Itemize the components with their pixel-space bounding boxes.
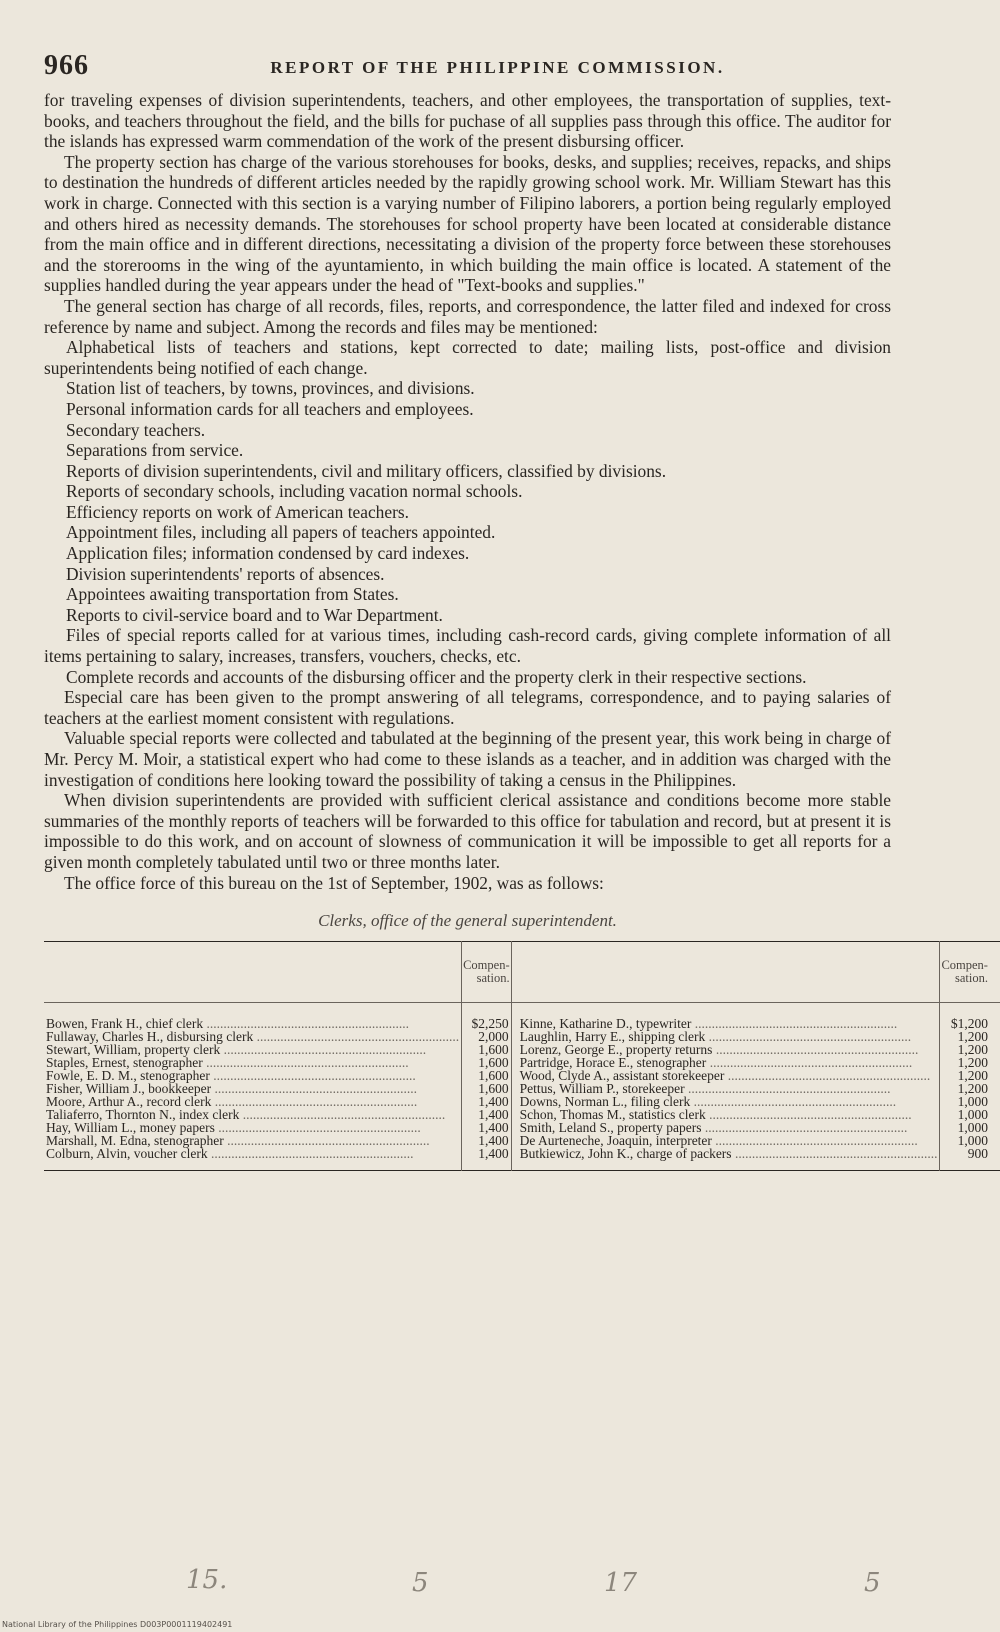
clerk-name: Fisher, William J., bookkeeper ............................................................ (46, 1081, 418, 1097)
clerk-name: De Aurteneche, Joaquin, interpreter ............................................................ (519, 1133, 918, 1149)
dot-leader: ............................................................ (239, 1107, 446, 1123)
dot-leader: ............................................................ (220, 1042, 427, 1058)
list-item: Appointment files, including all papers of teachers appointed. (66, 522, 496, 543)
list-item: Station list of teachers, by towns, provinces, and divisions. (66, 378, 475, 399)
clerk-compensation: 2,000 (462, 1030, 512, 1043)
clerk-name: Stewart, William, property clerk ............................................................ (46, 1042, 427, 1058)
list-item: Alphabetical lists of teachers and stations, kept corrected to date; mailing lists, post-office and division superintendents being notified of each change. (44, 337, 891, 378)
list-item: Reports to civil-service board and to War Department. (66, 604, 443, 625)
paragraph: for traveling expenses of division superintendents, teachers, and other employees, the transportation of supplies, text-books, and teachers throughout the field, and the bills for puchase of all supplies pass through this office. The auditor for the islands has expressed warm commendation of the work of the present disbursing officer. (44, 90, 891, 152)
clerk-name: Hay, William L., money papers ............................................................ (46, 1120, 421, 1136)
dot-leader: ............................................................ (211, 1094, 418, 1110)
records-list (44, 337, 891, 687)
table-header-row (44, 942, 1000, 1003)
running-title: REPORT OF THE PHILIPPINE COMMISSION. (270, 58, 725, 77)
clerk-name: Butkiewicz, John K., charge of packers ............................................................ (519, 1146, 938, 1162)
dot-leader: ............................................................ (711, 1133, 918, 1149)
page-header (44, 50, 891, 84)
handwritten-mark: 15. (186, 1565, 228, 1595)
list-item: Separations from service. (66, 440, 244, 461)
list-item: Reports of division superintendents, civil and military officers, classified by divisions. (66, 460, 667, 481)
clerk-compensation: 1,200 (940, 1082, 1000, 1095)
clerk-name: Fullaway, Charles H., disbursing clerk ............................................................ (46, 1029, 460, 1045)
dot-leader: ............................................................ (202, 1055, 409, 1071)
list-item: Application files; information condensed by card indexes. (66, 543, 470, 564)
clerk-compensation: $2,250 (462, 1003, 512, 1031)
clerk-compensation: 1,600 (462, 1043, 512, 1056)
list-item: Reports of secondary schools, including vacation normal schools. (66, 481, 523, 502)
clerk-name: Marshall, M. Edna, stenographer ............................................................ (46, 1133, 430, 1149)
dot-leader: ............................................................ (223, 1133, 430, 1149)
dot-leader: ............................................................ (209, 1068, 416, 1084)
dot-leader: ............................................................ (211, 1081, 418, 1097)
paragraph: The office force of this bureau on the 1st of September, 1902, was as follows: (64, 872, 604, 893)
paragraph: Especial care has been given to the prompt answering of all telegrams, correspondence, and to paying salaries of teachers at the earliest moment consistent with regulations. (44, 687, 891, 728)
clerk-compensation: 1,000 (940, 1095, 1000, 1108)
clerk-name: Downs, Norman L., filing clerk ............................................................ (519, 1094, 897, 1110)
clerk-name: Partridge, Horace E., stenographer ............................................................ (519, 1055, 913, 1071)
name-column-header (44, 942, 462, 1003)
clerk-compensation: 1,000 (940, 1108, 1000, 1121)
list-item: Appointees awaiting transportation from States. (66, 584, 399, 605)
table-body (44, 1003, 1000, 1171)
clerk-name: Taliaferro, Thornton N., index clerk ............................................................ (46, 1107, 446, 1123)
list-item: Personal information cards for all teachers and employees. (66, 398, 474, 419)
clerk-name: Staples, Ernest, stenographer ............................................................ (46, 1055, 409, 1071)
clerk-compensation: 1,200 (940, 1069, 1000, 1082)
dot-leader: ............................................................ (203, 1016, 409, 1032)
dot-leader: ............................................................ (731, 1146, 938, 1162)
page-number: 966 (44, 50, 89, 81)
dot-leader: ............................................................ (706, 1055, 913, 1071)
clerk-name: Lorenz, George E., property returns ............................................................ (519, 1042, 919, 1058)
clerk-compensation: 1,200 (940, 1056, 1000, 1069)
clerk-name: Kinne, Katharine D., typewriter ............................................................ (519, 1016, 898, 1032)
dot-leader: ............................................................ (690, 1094, 897, 1110)
name-column-header (511, 942, 940, 1003)
list-item: Efficiency reports on work of American teachers. (66, 501, 410, 522)
clerk-compensation: 1,400 (462, 1134, 512, 1147)
dot-leader: ............................................................ (691, 1016, 898, 1032)
clerk-compensation: 1,200 (940, 1043, 1000, 1056)
dot-leader: ............................................................ (701, 1120, 908, 1136)
handwritten-mark: 17 (604, 1568, 638, 1598)
clerk-compensation: 1,400 (462, 1147, 512, 1171)
clerk-name: Colburn, Alvin, voucher clerk ............................................................ (46, 1146, 414, 1162)
clerk-compensation: 1,200 (940, 1030, 1000, 1043)
table-row (44, 1003, 1000, 1031)
compensation-column-header: Compen- sation. (462, 942, 512, 1003)
clerk-name: Fowle, E. D. M., stenographer ............................................................ (46, 1068, 416, 1084)
clerk-compensation: 1,000 (940, 1121, 1000, 1134)
dot-leader: ............................................................ (724, 1068, 931, 1084)
paragraph: The general section has charge of all records, files, reports, and correspondence, the latter filed and indexed for cross reference by name and subject. Among the records and files may be mentioned: (44, 295, 891, 337)
clerk-compensation: 1,400 (462, 1121, 512, 1134)
clerks-table (44, 941, 1000, 1171)
handwritten-mark: 5 (864, 1568, 881, 1598)
clerk-name: Moore, Arthur A., record clerk ............................................................ (46, 1094, 418, 1110)
clerk-compensation: 1,600 (462, 1056, 512, 1069)
compensation-column-header: Compen- sation. (940, 942, 1000, 1003)
dot-leader: ............................................................ (712, 1042, 919, 1058)
dot-leader: ............................................................ (705, 1029, 912, 1045)
clerk-compensation: 1,400 (462, 1095, 512, 1108)
table-caption: Clerks, office of the general superintendent. (318, 911, 617, 931)
clerk-name: Smith, Leland S., property papers ............................................................ (519, 1120, 908, 1136)
paragraph: The property section has charge of the various storehouses for books, desks, and supplies; receives, repacks, and ships to destination the hundreds of different articles needed by the rapidly growing school work. Mr. William Stewart has this work in charge. Connected with this section is a varying number of Filipino laborers, a portion being regularly employed and others hired as necessity demands. The storehouses for school property have been located at considerable distance from the main office and in different directions, necessitating a division of the property force between these storehouses and the storerooms in the wing of the ayuntamiento, in which building the main office is located. A statement of the supplies handled during the year appears under the head of "Text-books and supplies." (44, 151, 891, 296)
table-row (44, 1147, 1000, 1171)
clerk-name: Pettus, William P., storekeeper ............................................................ (519, 1081, 891, 1097)
clerk-compensation: 1,600 (462, 1082, 512, 1095)
dot-leader: ............................................................ (214, 1120, 421, 1136)
body-text (44, 90, 891, 893)
paragraph: When division superintendents are provided with sufficient clerical assistance and conditions become more stable summaries of the monthly reports of teachers will be forwarded to this office for tabulation and record, but at present it is impossible to do this work, and on account of slowness of communication it will be impossible to get all reports for a given month completely tabulated until two or three months later. (44, 790, 891, 872)
clerk-compensation: 1,600 (462, 1069, 512, 1082)
list-item: Division superintendents' reports of absences. (66, 563, 385, 584)
dot-leader: ............................................................ (253, 1029, 460, 1045)
clerk-name: Wood, Clyde A., assistant storekeeper ............................................................ (519, 1068, 931, 1084)
handwritten-mark: 5 (412, 1568, 429, 1598)
dot-leader: ............................................................ (705, 1107, 912, 1123)
list-item: Secondary teachers. (66, 419, 206, 440)
clerk-name: Schon, Thomas M., statistics clerk ............................................................ (519, 1107, 912, 1123)
clerk-compensation: 1,000 (940, 1134, 1000, 1147)
list-item: Complete records and accounts of the disbursing officer and the property clerk in their respective sections. (66, 666, 807, 687)
paragraph: Valuable special reports were collected and tabulated at the beginning of the present year, this work being in charge of Mr. Percy M. Moir, a statistical expert who had come to these islands as a teacher, and in addition was charged with the investigation of conditions here looking toward the possibility of taking a census in the Philippines. (44, 728, 891, 790)
clerk-name: Bowen, Frank H., chief clerk ............................................................ (46, 1016, 409, 1032)
dot-leader: ............................................................ (207, 1146, 414, 1162)
clerk-compensation: 1,400 (462, 1108, 512, 1121)
list-item: Files of special reports called for at various times, including cash-record cards, giving complete information of all items pertaining to salary, increases, transfers, vouchers, checks, etc. (44, 625, 891, 667)
scan-footer-note: National Library of the Philippines D003P0001119402491 (2, 1620, 233, 1629)
clerk-compensation: $1,200 (940, 1003, 1000, 1031)
clerk-compensation: 900 (940, 1147, 1000, 1171)
dot-leader: ............................................................ (684, 1081, 891, 1097)
clerk-name: Laughlin, Harry E., shipping clerk ............................................................ (519, 1029, 912, 1045)
